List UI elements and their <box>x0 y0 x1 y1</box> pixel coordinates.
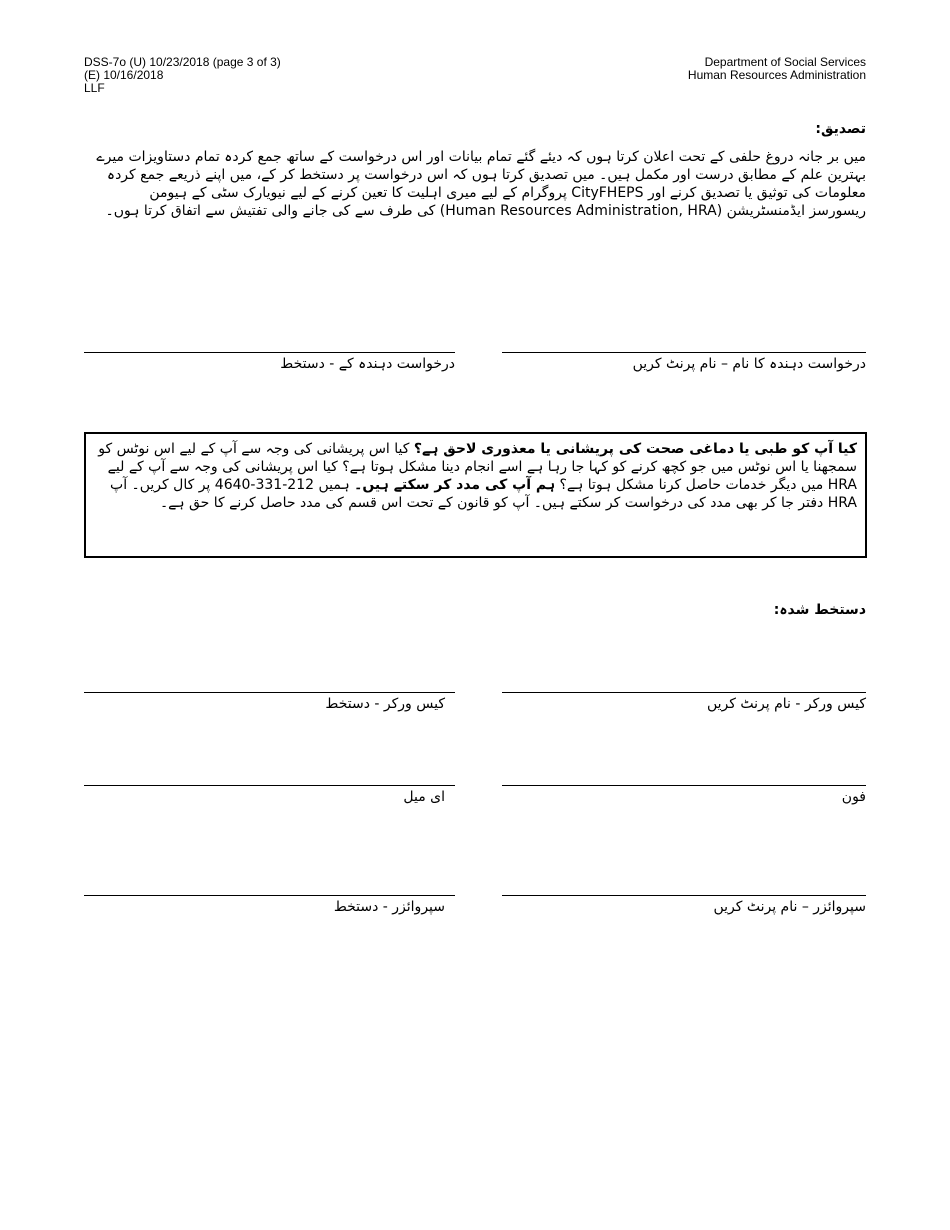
email-label: ای میل <box>403 789 445 805</box>
form-language-code: LLF <box>84 81 105 95</box>
supervisor-print-name-label: سپروائزر – نام پرنٹ کریں <box>713 899 866 915</box>
attestation-title: تصدیق: <box>815 121 866 137</box>
attestation-body: میں بر جانہ دروغ حلفی کے تحت اعلان کرتا ہوں کہ دیئے گئے تمام بیانات اور اس درخواست کے ساتھ جمع کردہ تمام دستاویزات میرے بہترین علم کے مطابق درست اور مکمل ہیں۔ میں تصدیق کرتا ہوں کہ اس درخواست پر دستخط کر کے، میں اپنے ذریعے جمع کردہ معلومات کی توثیق یا تصدیق کرنے اور CityFHEPS پروگرام کے لیے میری اہلیت کا تعین کرنے کے لیے نیویارک سٹی کے ہیومن ریسورسز ایڈمنسٹریشن (Human Resources Administration, HRA) کی طرف سے کی جانے والی تفتیش سے اتفاق کرتا ہوں۔ <box>96 149 866 219</box>
applicant-signature-line[interactable] <box>84 352 455 353</box>
caseworker-signature-label: کیس ورکر - دستخط <box>325 696 445 712</box>
phone-line[interactable] <box>502 785 866 786</box>
form-edition: (E) 10/16/2018 <box>84 68 164 82</box>
administration-name: Human Resources Administration <box>687 68 866 82</box>
notice-help: ہم آپ کی مدد کر سکتے ہیں۔ <box>354 477 556 493</box>
disability-notice-text <box>96 440 857 512</box>
notice-text-2: ہمیں 212-331-4640 پر کال کریں۔ آپ HRA دفتر جا کر بھی مدد کی درخواست کر سکتے ہیں۔ آپ کو قانون کے تحت اس قسم کی مدد حاصل کرنے کا حق ہے۔ <box>110 477 857 511</box>
caseworker-signature-line[interactable] <box>84 692 455 693</box>
supervisor-name-line[interactable] <box>502 895 866 896</box>
notice-question: کیا آپ کو طبی یا دماغی صحت کی پریشانی یا معذوری لاحق ہے؟ <box>413 441 857 457</box>
supervisor-signature-line[interactable] <box>84 895 455 896</box>
caseworker-print-name-label: کیس ورکر - نام پرنٹ کریں <box>707 696 866 712</box>
form-code: DSS-7o (U) 10/23/2018 (page 3 of 3) <box>84 55 281 69</box>
form-code-block <box>84 56 281 95</box>
department-name: Department of Social Services <box>704 55 866 69</box>
supervisor-signature-label: سپروائزر - دستخط <box>333 899 445 915</box>
email-line[interactable] <box>84 785 455 786</box>
phone-label: فون <box>841 789 866 805</box>
applicant-print-name-label: درخواست دہندہ کا نام – نام پرنٹ کریں <box>632 356 866 372</box>
signed-title: دستخط شدہ: <box>773 602 866 618</box>
applicant-signature-label: درخواست دہندہ کے - دستخط <box>280 356 455 372</box>
notice-text-1: کیا اس پریشانی کی وجہ سے آپ کے لیے اس نوٹس کو سمجھنا یا اس نوٹس میں جو کچھ کرنے کو کہا جا رہا ہے اسے انجام دینا مشکل ہوتا ہے؟ کیا اس پریشانی کی وجہ سے آپ کے لیے HRA میں دیگر خدمات حاصل کرنا مشکل ہوتا ہے؟ <box>98 441 857 493</box>
agency-block <box>688 56 866 82</box>
disability-notice-box <box>84 432 867 558</box>
applicant-name-line[interactable] <box>502 352 866 353</box>
caseworker-name-line[interactable] <box>502 692 866 693</box>
